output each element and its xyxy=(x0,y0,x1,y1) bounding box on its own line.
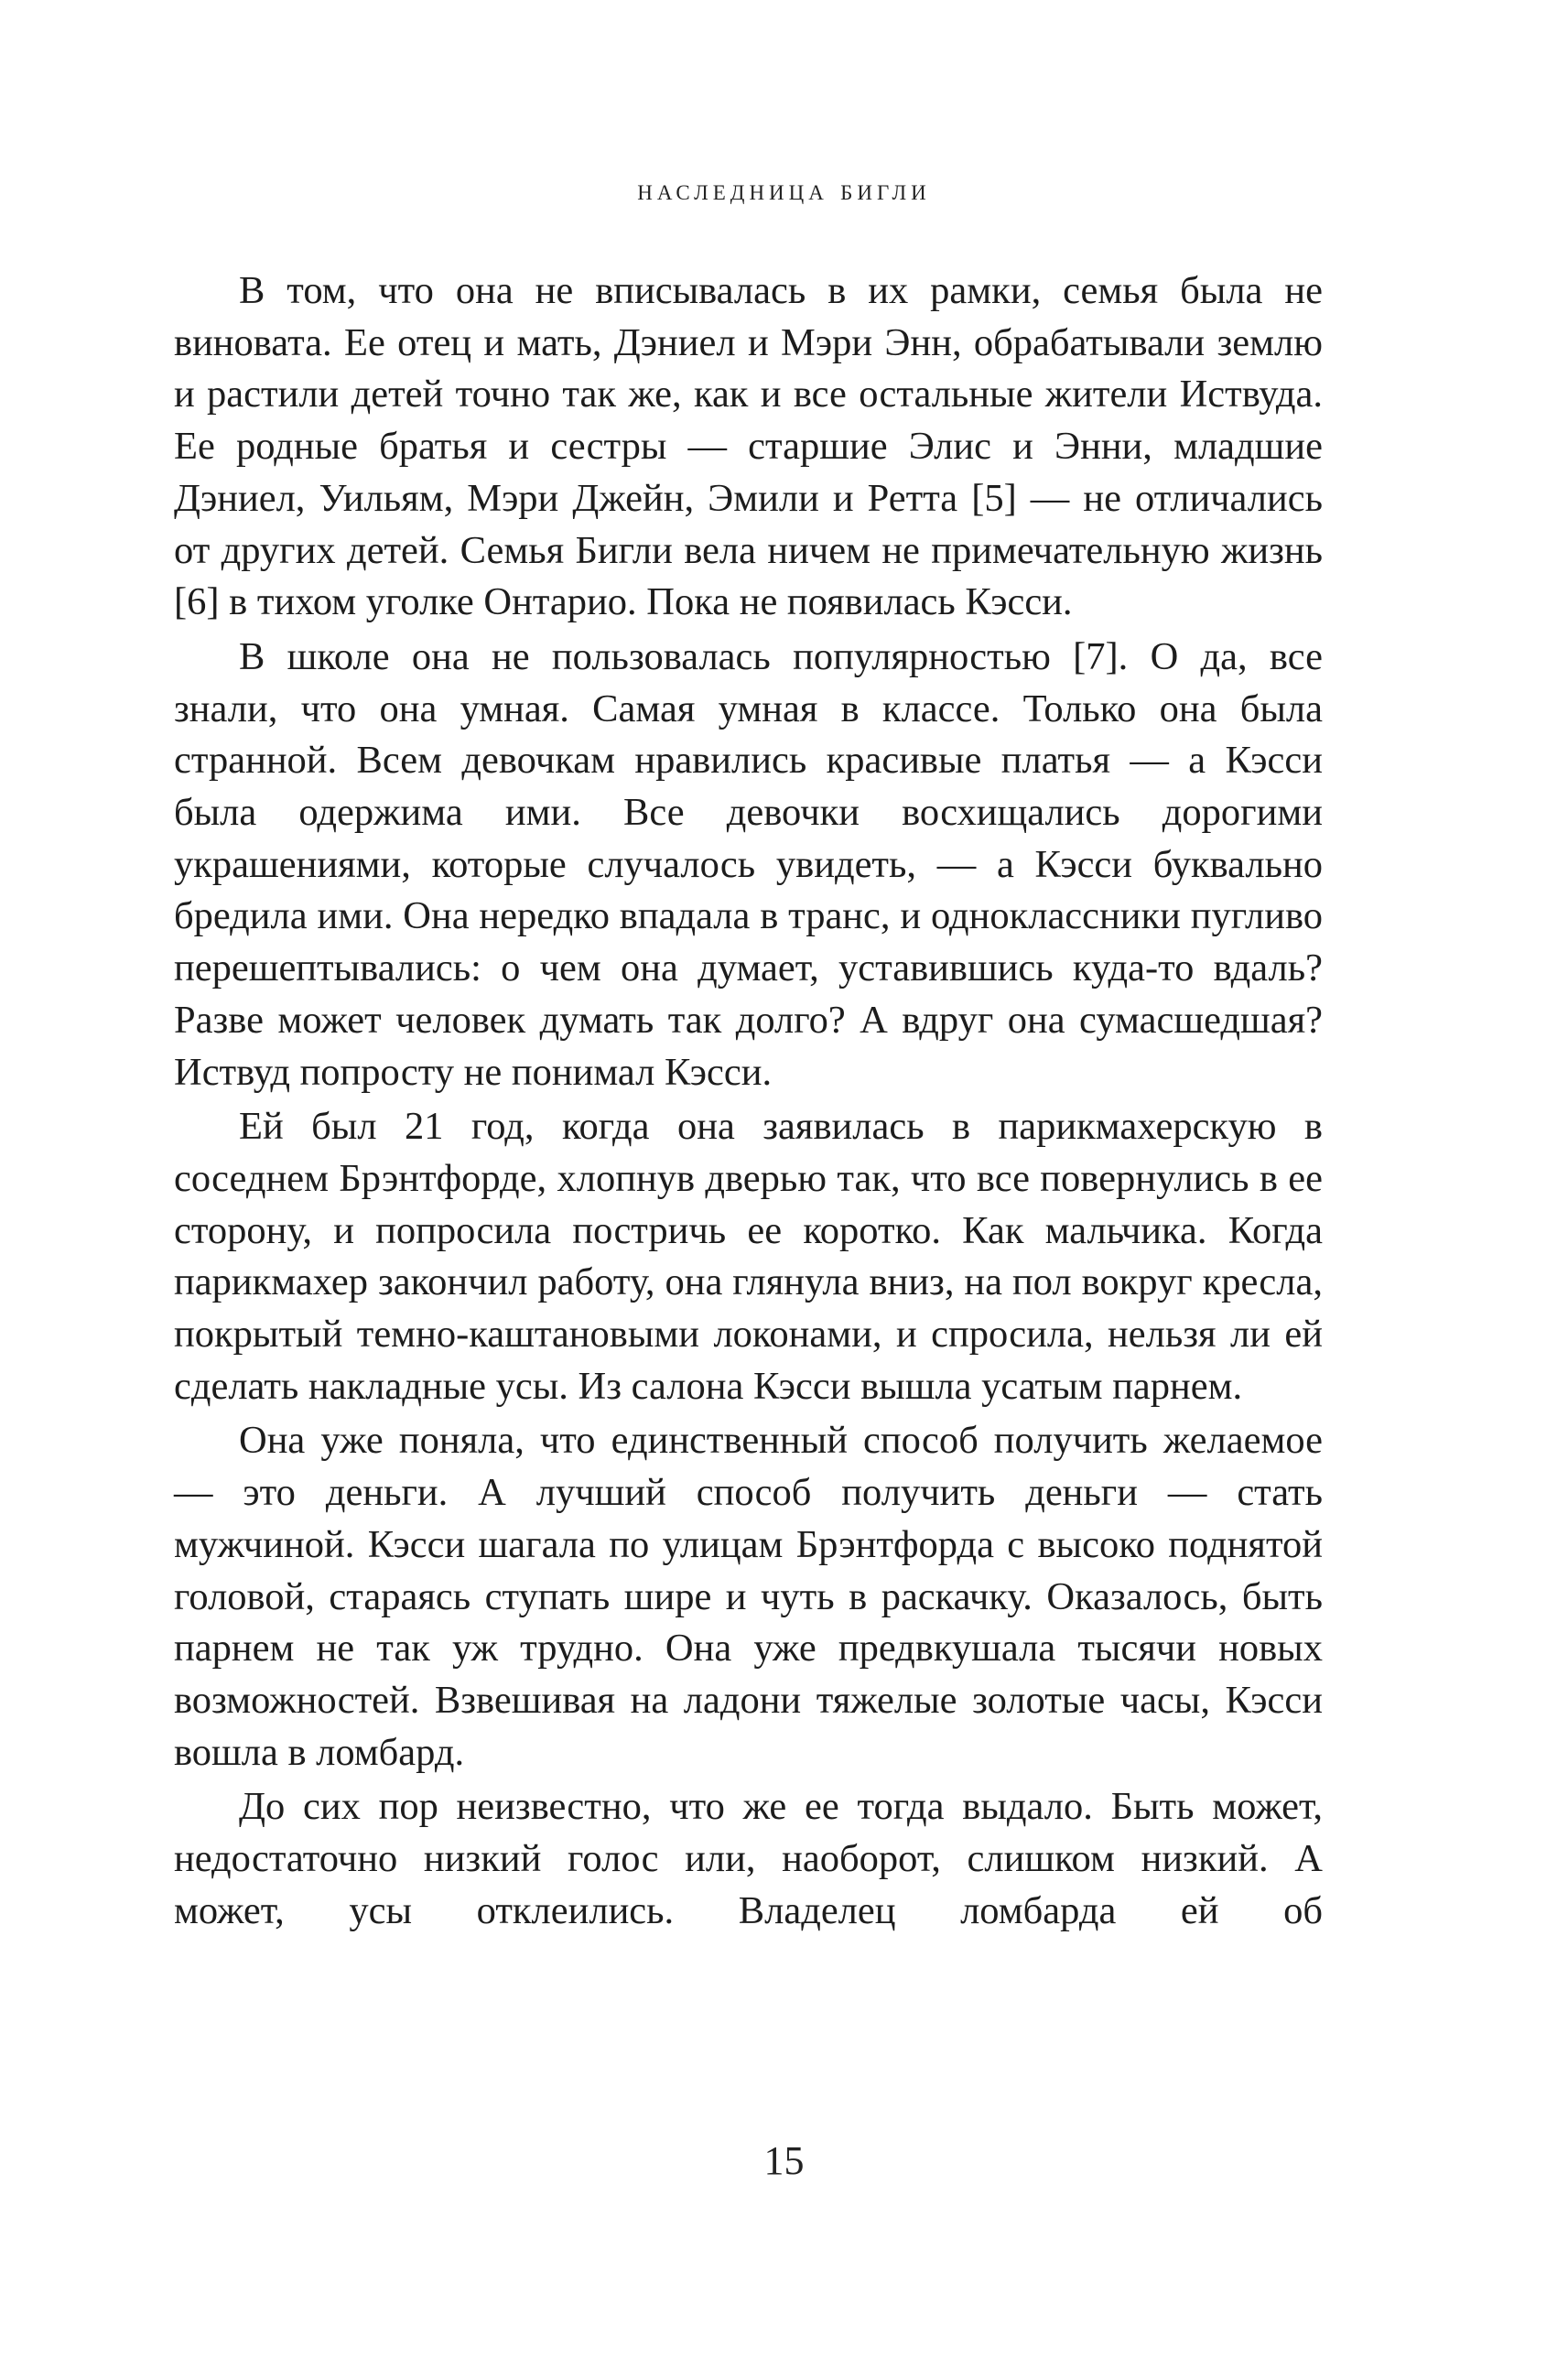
running-head: наследница бигли xyxy=(637,174,931,207)
page-number: 15 xyxy=(763,2138,805,2183)
paragraph-3: Ей был 21 год, когда она заявилась в парикмахерскую в соседнем Брэнтфорде, хлопнув дверью так, что все повернулись в ее сторону, и попросила постричь ее коротко. Как мальчика. Когда парикмахер закончил работу, она глянула вниз, на пол вокруг кресла, покрытый темно-каштановыми локонами, и спросила, нельзя ли ей сделать накладные усы. Из салона Кэсси вышла усатым парнем. xyxy=(174,1105,1323,1408)
paragraph-5: До сих пор неизвестно, что же ее тогда выдало. Быть может, недостаточно низкий голос или, наоборот, слишком низкий. А может, усы отклеились. Владелец ломбарда ей об xyxy=(174,1785,1323,1932)
body-text xyxy=(174,265,1323,1941)
paragraph-1: В том, что она не вписывалась в их рамки, семья была не виновата. Ее отец и мать, Дэниел и Мэри Энн, обрабатывали землю и растили детей точно так же, как и все остальные жители Иствуда. Ее родные братья и сестры — старшие Элис и Энни, младшие Дэниел, Уильям, Мэри Джейн, Эмили и Ретта [5] — не отличались от других детей. Семья Бигли вела ничем не примечательную жизнь [6] в тихом уголке Онтарио. Пока не появилась Кэсси. xyxy=(174,269,1323,624)
paragraph-4: Она уже поняла, что единственный способ получить желаемое — это деньги. А лучший способ получить деньги — стать мужчиной. Кэсси шагала по улицам Брэнтфорда с высоко поднятой головой, стараясь ступать шире и чуть в раскачку. Оказалось, быть парнем не так уж трудно. Она уже предвкушала тысячи новых возможностей. Взвешивая на ладони тяжелые золотые часы, Кэсси вошла в ломбард. xyxy=(174,1419,1323,1774)
paragraph-2: В школе она не пользовалась популярностью [7]. О да, все знали, что она умная. Самая умная в классе. Только она была странной. Всем девочкам нравились красивые платья — а Кэсси была одержима ими. Все девочки восхищались дорогими украшениями, которые случалось увидеть, — а Кэсси буквально бредила ими. Она нередко впадала в транс, и одноклассники пугливо перешептывались: о чем она думает, уставившись куда-то вдаль? Разве может человек думать так долго? А вдруг она сумасшедшая? Иствуд попросту не понимал Кэсси. xyxy=(174,634,1323,1094)
